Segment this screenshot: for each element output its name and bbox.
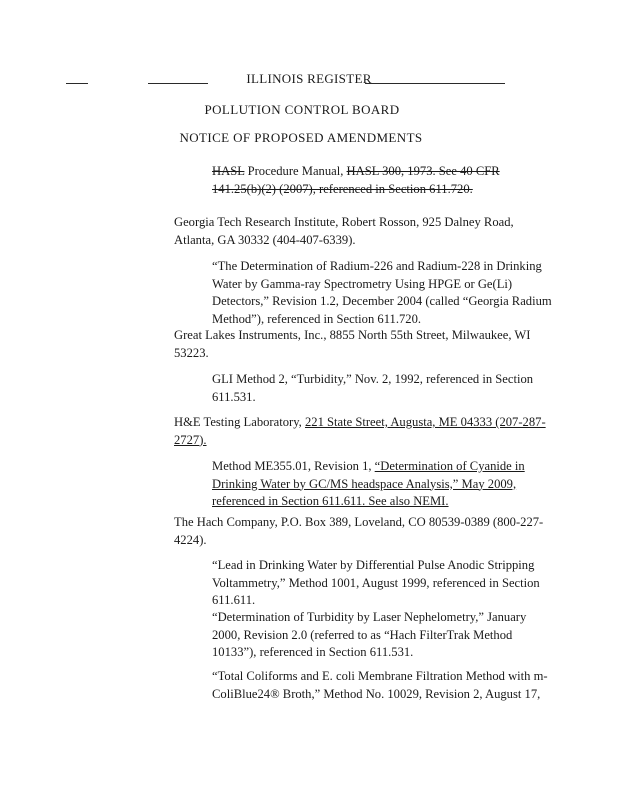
hasl-struck-suffix: HASL 300, 1973. See 40 CFR 141.25(b)(2) (2007), referenced in Section 611.720.	[212, 164, 500, 196]
paragraph-hach-turbidity-method: “Determination of Turbidity by Laser Nephelometry,” January 2000, Revision 2.0 (referred to as “Hach FilterTrak Method 10133”), referenced in Section 611.531.	[212, 610, 527, 660]
paragraph-great-lakes: Great Lakes Instruments, Inc., 8855 North 55th Street, Milwaukee, WI 53223.	[174, 328, 531, 360]
paragraph-hach-company: The Hach Company, P.O. Box 389, Loveland, CO 80539-0389 (800-227-4224).	[174, 515, 544, 547]
notice-title: NOTICE OF PROPOSED AMENDMENTS	[179, 130, 423, 145]
register-title: ILLINOIS REGISTER	[246, 71, 372, 86]
he-testing-name: H&E Testing Laboratory,	[174, 415, 305, 429]
me355-inserted-text: “Determination of Cyanide in Drinking Water by GC/MS headspace Analysis,” May 2009, referenced in Section 611.611. See also NEMI.	[212, 459, 525, 509]
paragraph-hasl-manual	[212, 163, 552, 198]
hasl-struck-prefix: HASL	[212, 164, 245, 178]
board-title: POLLUTION CONTROL BOARD	[204, 102, 400, 117]
he-testing-address: 221 State Street, Augusta, ME 04333 (207-287-2727).	[174, 415, 546, 447]
paragraph-gli-method: GLI Method 2, “Turbidity,” Nov. 2, 1992, referenced in Section 611.531.	[212, 372, 534, 404]
paragraph-georgia-tech: Georgia Tech Research Institute, Robert Rosson, 925 Dalney Road, Atlanta, GA 30332 (404-407-6339).	[174, 215, 514, 247]
me355-prefix: Method ME355.01, Revision 1,	[212, 459, 375, 473]
paragraph-he-testing	[174, 414, 554, 449]
paragraph-georgia-radium-method: “The Determination of Radium-226 and Radium-228 in Drinking Water by Gamma-ray Spectrometry Using HPGE or Ge(Li) Detectors,” Revision 1.2, December 2004 (called “Georgia Radium Method”), referenced in Section 611.720.	[212, 259, 552, 326]
paragraph-hach-lead-method: “Lead in Drinking Water by Differential Pulse Anodic Stripping Voltammetry,” Method 1001, August 1999, referenced in Section 611.611.	[212, 558, 540, 608]
hasl-text: Procedure Manual,	[244, 164, 347, 178]
paragraph-hach-coliform-method: “Total Coliforms and E. coli Membrane Filtration Method with m-ColiBlue24® Broth,” Method No. 10029, Revision 2, August 17,	[212, 669, 548, 701]
paragraph-me355-method	[212, 458, 552, 511]
